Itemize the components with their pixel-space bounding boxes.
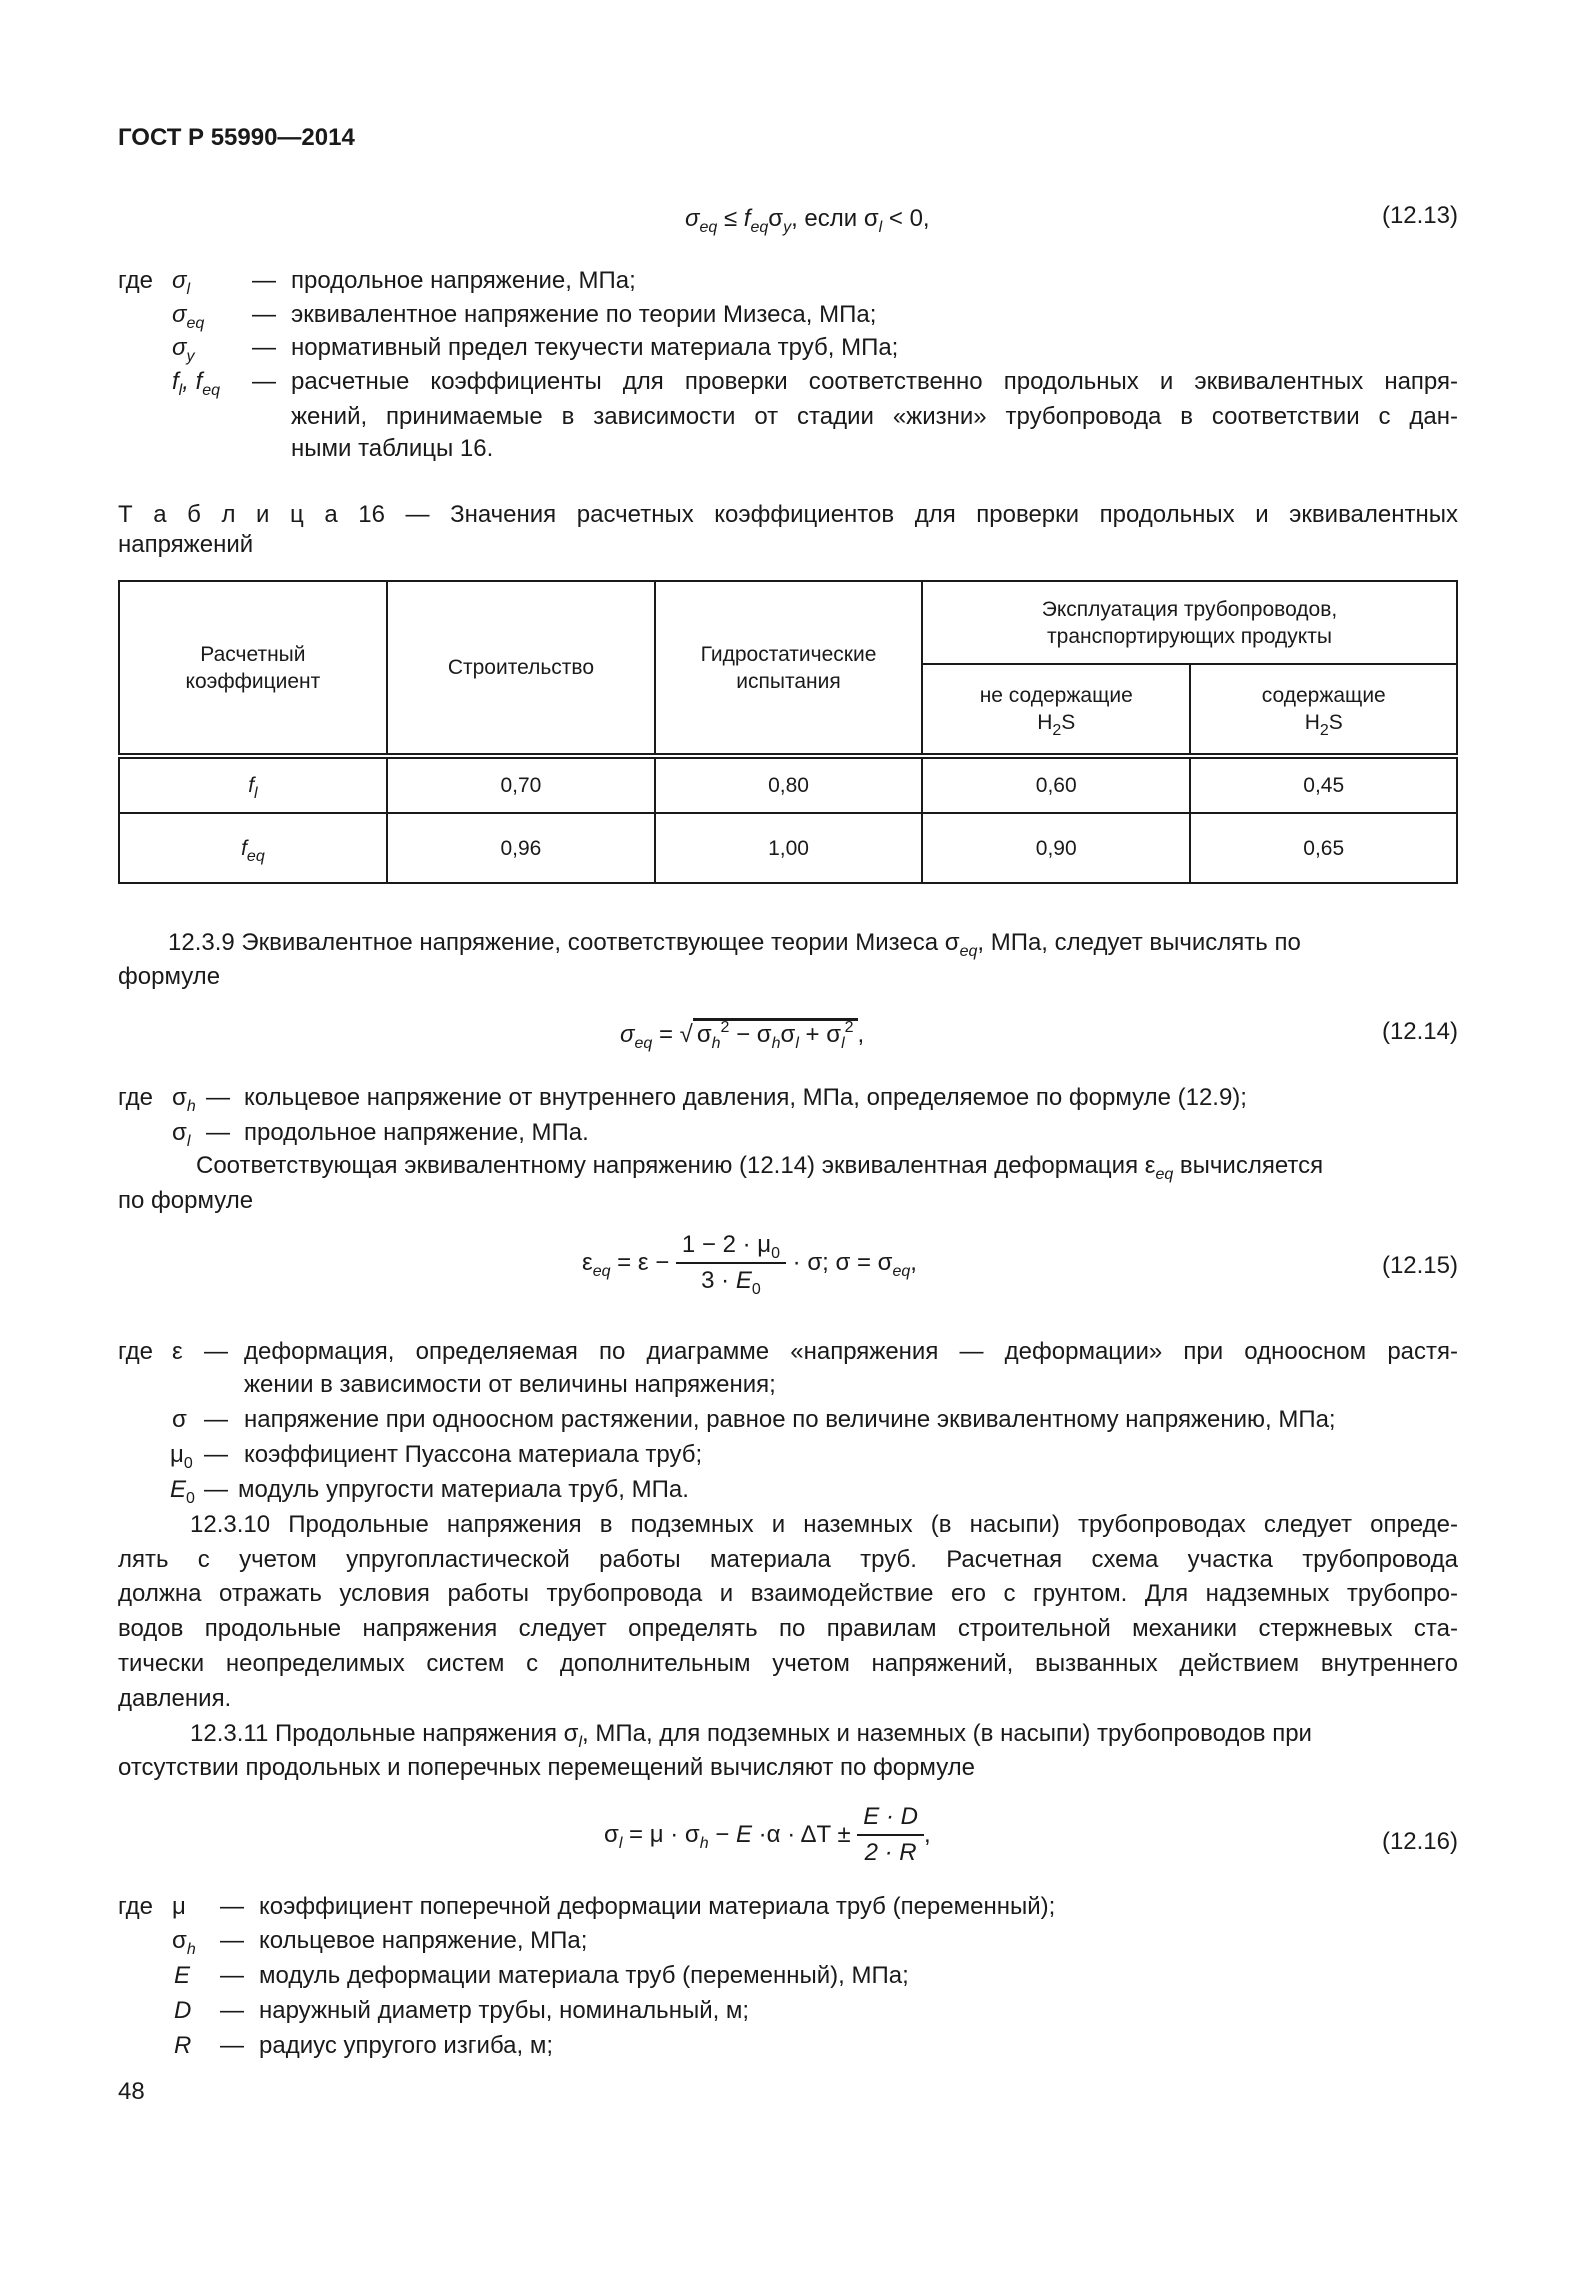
where-label: где <box>118 1893 154 1920</box>
definition-text: модуль деформации материала труб (переменный), МПа; <box>259 1962 909 1989</box>
dash: — <box>206 1119 230 1146</box>
header-no-h2s: не содержащие $H_2S$ <box>922 664 1190 756</box>
definition-symbol: $\sigma_h$ <box>172 1927 196 1958</box>
symbol: f <box>743 205 751 232</box>
dash: — <box>252 267 276 294</box>
table-caption-cont: напряжений <box>118 531 254 558</box>
dash: — <box>220 1997 244 2024</box>
page-number: 48 <box>118 2078 145 2105</box>
dash: — <box>252 368 276 395</box>
row-coef: $f_l$ <box>119 756 387 813</box>
dash: — <box>220 1927 244 1954</box>
definition-text: радиус упругого изгиба, м; <box>259 2032 554 2059</box>
dash: — <box>204 1441 228 1468</box>
subscript: eq <box>750 219 769 236</box>
operator: ≤ <box>717 205 744 232</box>
paragraph-12-3-11: 12.3.11 Продольные напряжения $\sigma_l$, МПа, для подземных и наземных (в насыпи) трубопроводов при <box>190 1720 1312 1751</box>
definition-symbol: σ <box>172 1406 187 1433</box>
definition-symbol: $\sigma_l$ <box>172 267 191 298</box>
definition-text: расчетные коэффициенты для проверки соответственно продольных и эквивалентных напря- <box>291 368 1458 395</box>
definition-text: жений, принимаемые в зависимости от стадии «жизни» трубопровода в соответствии с дан- <box>291 403 1458 430</box>
dash: — <box>220 2032 244 2059</box>
definition-text: кольцевое напряжение, МПа; <box>259 1927 588 1954</box>
dash: — <box>220 1962 244 1989</box>
definition-symbol: R <box>174 2032 192 2059</box>
equation-number: (12.16) <box>1381 1828 1458 1855</box>
definition-text: кольцевое напряжение от внутреннего давления, МПа, определяемое по формуле (12.9); <box>244 1084 1247 1111</box>
definition-symbol: $\mu_0$ <box>170 1441 193 1472</box>
equation-12-13 <box>685 202 930 236</box>
where-label: где <box>118 1338 154 1365</box>
paragraph-cont: формуле <box>118 963 221 990</box>
definition-text: ными таблицы 16. <box>291 435 494 462</box>
dash: — <box>204 1406 228 1433</box>
definition-text: эквивалентное напряжение по теории Мизеса, МПа; <box>291 301 877 328</box>
paragraph-cont: по формуле <box>118 1187 254 1214</box>
definition-text: нормативный предел текучести материала труб, МПа; <box>291 334 899 361</box>
header-construction: Строительство <box>387 581 655 756</box>
definition-symbol: $\sigma_y$ <box>172 334 195 365</box>
condition-end: < 0, <box>882 205 930 232</box>
cell: 0,65 <box>1190 813 1457 883</box>
dash: — <box>204 1338 228 1365</box>
definition-text: модуль упругости материала труб, МПа. <box>238 1476 689 1503</box>
cell: 0,70 <box>387 756 655 813</box>
paragraph-line: водов продольные напряжения следует определять по правилам строительной механики стержневых ста- <box>118 1615 1458 1642</box>
paragraph-12-3-10: 12.3.10 Продольные напряжения в подземных и наземных (в насыпи) трубопроводах следует опреде- <box>190 1511 1458 1538</box>
header-coef: Расчетный коэффициент <box>119 581 387 756</box>
definition-text: жении в зависимости от величины напряжения; <box>244 1371 776 1398</box>
symbol: σ <box>685 205 700 232</box>
dash: — <box>220 1893 244 1920</box>
definition-symbol: $\sigma_l$ <box>172 1119 191 1150</box>
dash: — <box>204 1476 228 1503</box>
definition-text: напряжение при одноосном растяжении, равное по величине эквивалентному напряжению, МПа; <box>244 1406 1336 1433</box>
definition-symbol: $E_0$ <box>170 1476 195 1507</box>
definition-symbol: $\sigma_{eq}$ <box>172 301 205 332</box>
subscript: y <box>783 219 792 236</box>
cell: 0,80 <box>655 756 922 813</box>
definition-symbol: ε <box>172 1338 183 1365</box>
equation-12-14: $\sigma_{eq}$ = √ $\sigma_h^2 - \sigma_h\sigma_l + \sigma_l^2$ , <box>620 1019 865 1052</box>
paragraph-line: тически неопределимых систем с дополнительным учетом напряжений, вызванных действием внутреннего <box>118 1650 1458 1677</box>
paragraph-12-3-9: 12.3.9 Эквивалентное напряжение, соответствующее теории Мизеса $\sigma_{eq}$, МПа, следует вычислять по <box>168 929 1301 960</box>
cell: 0,90 <box>922 813 1190 883</box>
table-caption: Т а б л и ц а 16 — Значения расчетных коэффициентов для проверки продольных и эквивалентных <box>118 501 1458 528</box>
header-with-h2s: содержащие $H_2S$ <box>1190 664 1457 756</box>
header-hydro: Гидростатические испытания <box>655 581 922 756</box>
equation-12-15: $\varepsilon_{eq} = \varepsilon$ − $\frac{1 - 2 \cdot \mu_0}{3 \cdot E_0}$ · σ; $\sigma = \sigma_{eq}$, <box>582 1228 917 1298</box>
dash: — <box>252 301 276 328</box>
equation-number: (12.14) <box>1381 1018 1458 1045</box>
definition-symbol: D <box>174 1997 192 2024</box>
subscript: l <box>878 219 883 236</box>
table-row <box>119 813 1457 883</box>
cell: 0,60 <box>922 756 1190 813</box>
paragraph-strain: Соответствующая эквивалентному напряжению (12.14) эквивалентная деформация $\varepsilon_{eq}$ вычисляется <box>196 1152 1324 1183</box>
cell: 1,00 <box>655 813 922 883</box>
paragraph-cont: отсутствии продольных и поперечных перемещений вычисляют по формуле <box>118 1754 976 1781</box>
definition-symbol: $\sigma_h$ <box>172 1084 196 1115</box>
row-coef: $f_{eq}$ <box>119 813 387 883</box>
paragraph-line: должна отражать условия работы трубопровода и взаимодействие его с грунтом. Для надземных трубопро- <box>118 1580 1458 1607</box>
equation-12-16: $\sigma_l = \mu \cdot \sigma_h - E \cdot\alpha \cdot \Delta T$ ± $\frac{E \cdot D}{2 \cdot R}$ , <box>604 1800 931 1870</box>
paragraph-line: лять с учетом упругопластической работы материала труб. Расчетная схема участка трубопровода <box>118 1546 1458 1573</box>
table-row <box>119 756 1457 813</box>
cell: 0,96 <box>387 813 655 883</box>
definition-text: деформация, определяемая по диаграмме «напряжения — деформации» при одноосном растя- <box>244 1338 1458 1365</box>
symbol: σ <box>768 205 784 232</box>
equation-number: (12.13) <box>1381 202 1458 229</box>
paragraph-line: давления. <box>118 1685 232 1712</box>
dash: — <box>206 1084 230 1111</box>
cell: 0,45 <box>1190 756 1457 813</box>
subscript: eq <box>699 219 718 236</box>
equation-number: (12.15) <box>1381 1252 1458 1279</box>
condition: , если σ <box>791 205 879 232</box>
definition-text: продольное напряжение, МПа. <box>244 1119 589 1146</box>
coefficients-table <box>118 580 1458 884</box>
definition-symbol: $f_l$, $f_{eq}$ <box>172 368 221 399</box>
header-operation: Эксплуатация трубопроводов, транспортирующих продукты <box>922 581 1457 664</box>
definition-text: наружный диаметр трубы, номинальный, м; <box>259 1997 750 2024</box>
dash: — <box>252 334 276 361</box>
definition-symbol: E <box>174 1962 191 1989</box>
definition-text: продольное напряжение, МПа; <box>291 267 636 294</box>
definition-text: коэффициент Пуассона материала труб; <box>244 1441 703 1468</box>
definition-text: коэффициент поперечной деформации материала труб (переменный); <box>259 1893 1056 1920</box>
where-label: где <box>118 1084 154 1111</box>
where-label: где <box>118 267 154 294</box>
document-header: ГОСТ Р 55990—2014 <box>118 124 355 151</box>
definition-symbol: μ <box>172 1893 186 1920</box>
